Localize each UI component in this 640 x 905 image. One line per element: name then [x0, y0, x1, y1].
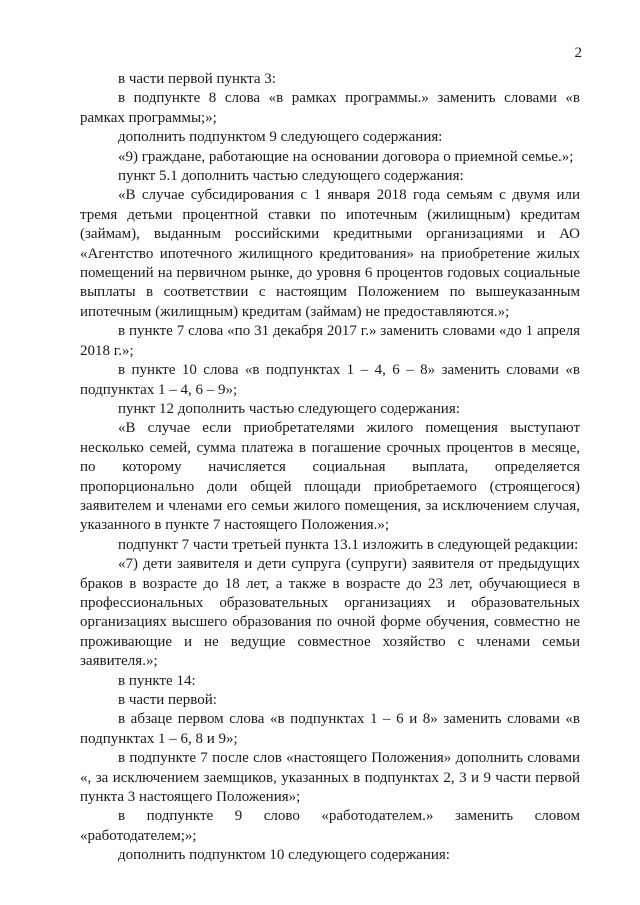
paragraph: в части первой: — [118, 692, 217, 708]
paragraph: «В случае если приобретателями жилого помещения выступают несколько семей, сумма платежа в погашение срочных процентов в месяце, по которому начисляется социальная выплата, определяется пропорционально доли общей площади приобретаемого (строящегося) заявителем и членами его семьи жилого помещения, за исключением случая, указанного в пункте 7 настоящего Положения.»; — [80, 420, 580, 534]
paragraph: «В случае субсидирования с 1 января 2018 года семьям с двумя или тремя детьми процентной ставки по ипотечным (жилищным) кредитам (займам), выданным российскими кредитными организациями и АО «Агентство ипотечного жилищного кредитования» на приобретение жилых помещений на первичном рынке, до уровня 6 процентов годовых социальные выплаты в соответствии с настоящим Положением по вышеуказанным ипотечным (жилищным) кредитам (займам) не предоставляются.»; — [80, 187, 580, 320]
paragraph: в части первой пункта 3: — [118, 71, 276, 87]
paragraph: в пункте 10 слова «в подпунктах 1 – 4, 6 – 8» заменить словами «в подпунктах 1 – 4, 6 – 9»; — [80, 362, 580, 398]
paragraph: подпункт 7 части третьей пункта 13.1 изложить в следующей редакции: — [118, 536, 579, 553]
paragraph: дополнить подпунктом 10 следующего содержания: — [118, 847, 450, 864]
paragraph: в подпункте 8 слова «в рамках программы.» заменить словами «в рамках программы;»; — [80, 90, 580, 126]
paragraph: в подпункте 7 после слов «настоящего Положения» дополнить словами «, за исключением заемщиков, указанных в подпунктах 2, 3 и 9 части первой пункта 3 настоящего Положения»; — [80, 750, 580, 806]
page-number: 2 — [574, 45, 582, 61]
paragraph: в подпункте 9 слово «работодателем.» заменить словом «работодателем;»; — [80, 808, 580, 844]
document-body — [80, 70, 580, 866]
paragraph: пункт 5.1 дополнить частью следующего содержания: — [118, 168, 464, 185]
paragraph: в пункте 7 слова «по 31 декабря 2017 г.» заменить словами «до 1 апреля 2018 г.»; — [80, 323, 580, 359]
paragraph: «7) дети заявителя и дети супруга (супруги) заявителя от предыдущих браков в возрасте до 18 лет, а также в возрасте до 23 лет, обучающиеся в профессиональных образовательных организациях и образовательных организациях высшего образования по очной форме обучения, совместно не проживающие и не ведущие совместное хозяйство с членами семьи заявителя.»; — [80, 556, 580, 670]
paragraph: «9) граждане, работающие на основании договора о приемной семье.»; — [118, 148, 574, 165]
paragraph: дополнить подпунктом 9 следующего содержания: — [118, 129, 443, 146]
paragraph: пункт 12 дополнить частью следующего содержания: — [118, 400, 460, 417]
paragraph: в абзаце первом слова «в подпунктах 1 – 6 и 8» заменить словами «в подпунктах 1 – 6, 8 и 9»; — [80, 711, 580, 747]
paragraph: в пункте 14: — [118, 672, 196, 689]
